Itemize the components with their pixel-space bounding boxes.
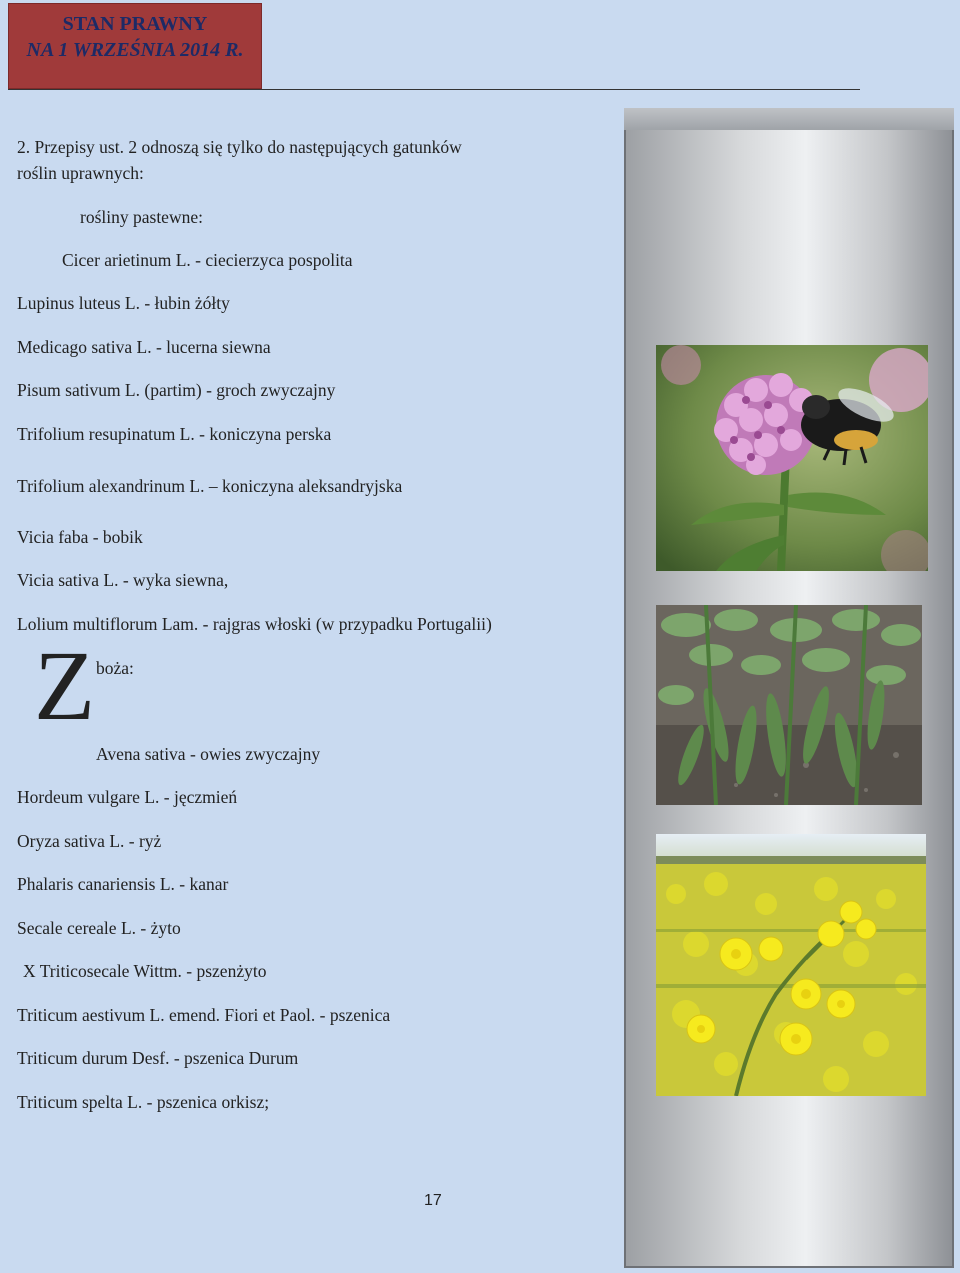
cereal-item: Triticum spelta L. - pszenica orkisz; xyxy=(17,1092,270,1112)
cereal-item: Phalaris canariensis L. - kanar xyxy=(17,874,229,894)
fodder-item: Lupinus luteus L. - łubin żółty xyxy=(17,293,230,313)
intro-line-1: 2. Przepisy ust. 2 odnoszą się tylko do następujących gatunków xyxy=(17,137,462,157)
cereal-item: Avena sativa - owies zwyczajny xyxy=(96,744,321,764)
cereal-item: Oryza sativa L. - ryż xyxy=(17,831,162,851)
fodder-item: Lolium multiflorum Lam. - rajgras włoski (w przypadku Portugalii) xyxy=(17,614,492,634)
cereals-heading: boża: xyxy=(96,658,134,678)
clover-bee-photo xyxy=(656,345,928,571)
fodder-item: Cicer arietinum L. - ciecierzyca pospolita xyxy=(62,250,353,270)
cereal-item: Hordeum vulgare L. - jęczmień xyxy=(17,787,238,807)
fodder-item: Vicia faba - bobik xyxy=(17,527,143,547)
fodder-item: Vicia sativa L. - wyka siewna, xyxy=(17,570,229,590)
header-divider xyxy=(8,89,860,90)
fodder-heading: rośliny pastewne: xyxy=(80,207,203,227)
rapeseed-photo xyxy=(656,834,926,1096)
header-badge xyxy=(8,3,262,89)
dropcap-letter: Z xyxy=(34,630,96,741)
sidebar-top-bar xyxy=(624,108,954,130)
cereal-item: Triticum aestivum L. emend. Fiori et Paol. - pszenica xyxy=(17,1005,391,1025)
cereal-item: Secale cereale L. - żyto xyxy=(17,918,181,938)
fodder-item: Trifolium alexandrinum L. – koniczyna aleksandryjska xyxy=(17,476,403,496)
cereal-item: X Triticosecale Wittm. - pszenżyto xyxy=(23,961,267,981)
header-date: NA 1 WRZEŚNIA 2014 R. xyxy=(26,39,244,61)
cereal-item: Triticum durum Desf. - pszenica Durum xyxy=(17,1048,299,1068)
broad-bean-photo xyxy=(656,605,922,805)
intro-line-2: roślin uprawnych: xyxy=(17,163,144,183)
fodder-item: Medicago sativa L. - lucerna siewna xyxy=(17,337,271,357)
page-number: 17 xyxy=(424,1192,442,1209)
header-title: STAN PRAWNY xyxy=(62,13,208,35)
fodder-item: Pisum sativum L. (partim) - groch zwyczajny xyxy=(17,380,336,400)
fodder-item: Trifolium resupinatum L. - koniczyna perska xyxy=(17,424,332,444)
